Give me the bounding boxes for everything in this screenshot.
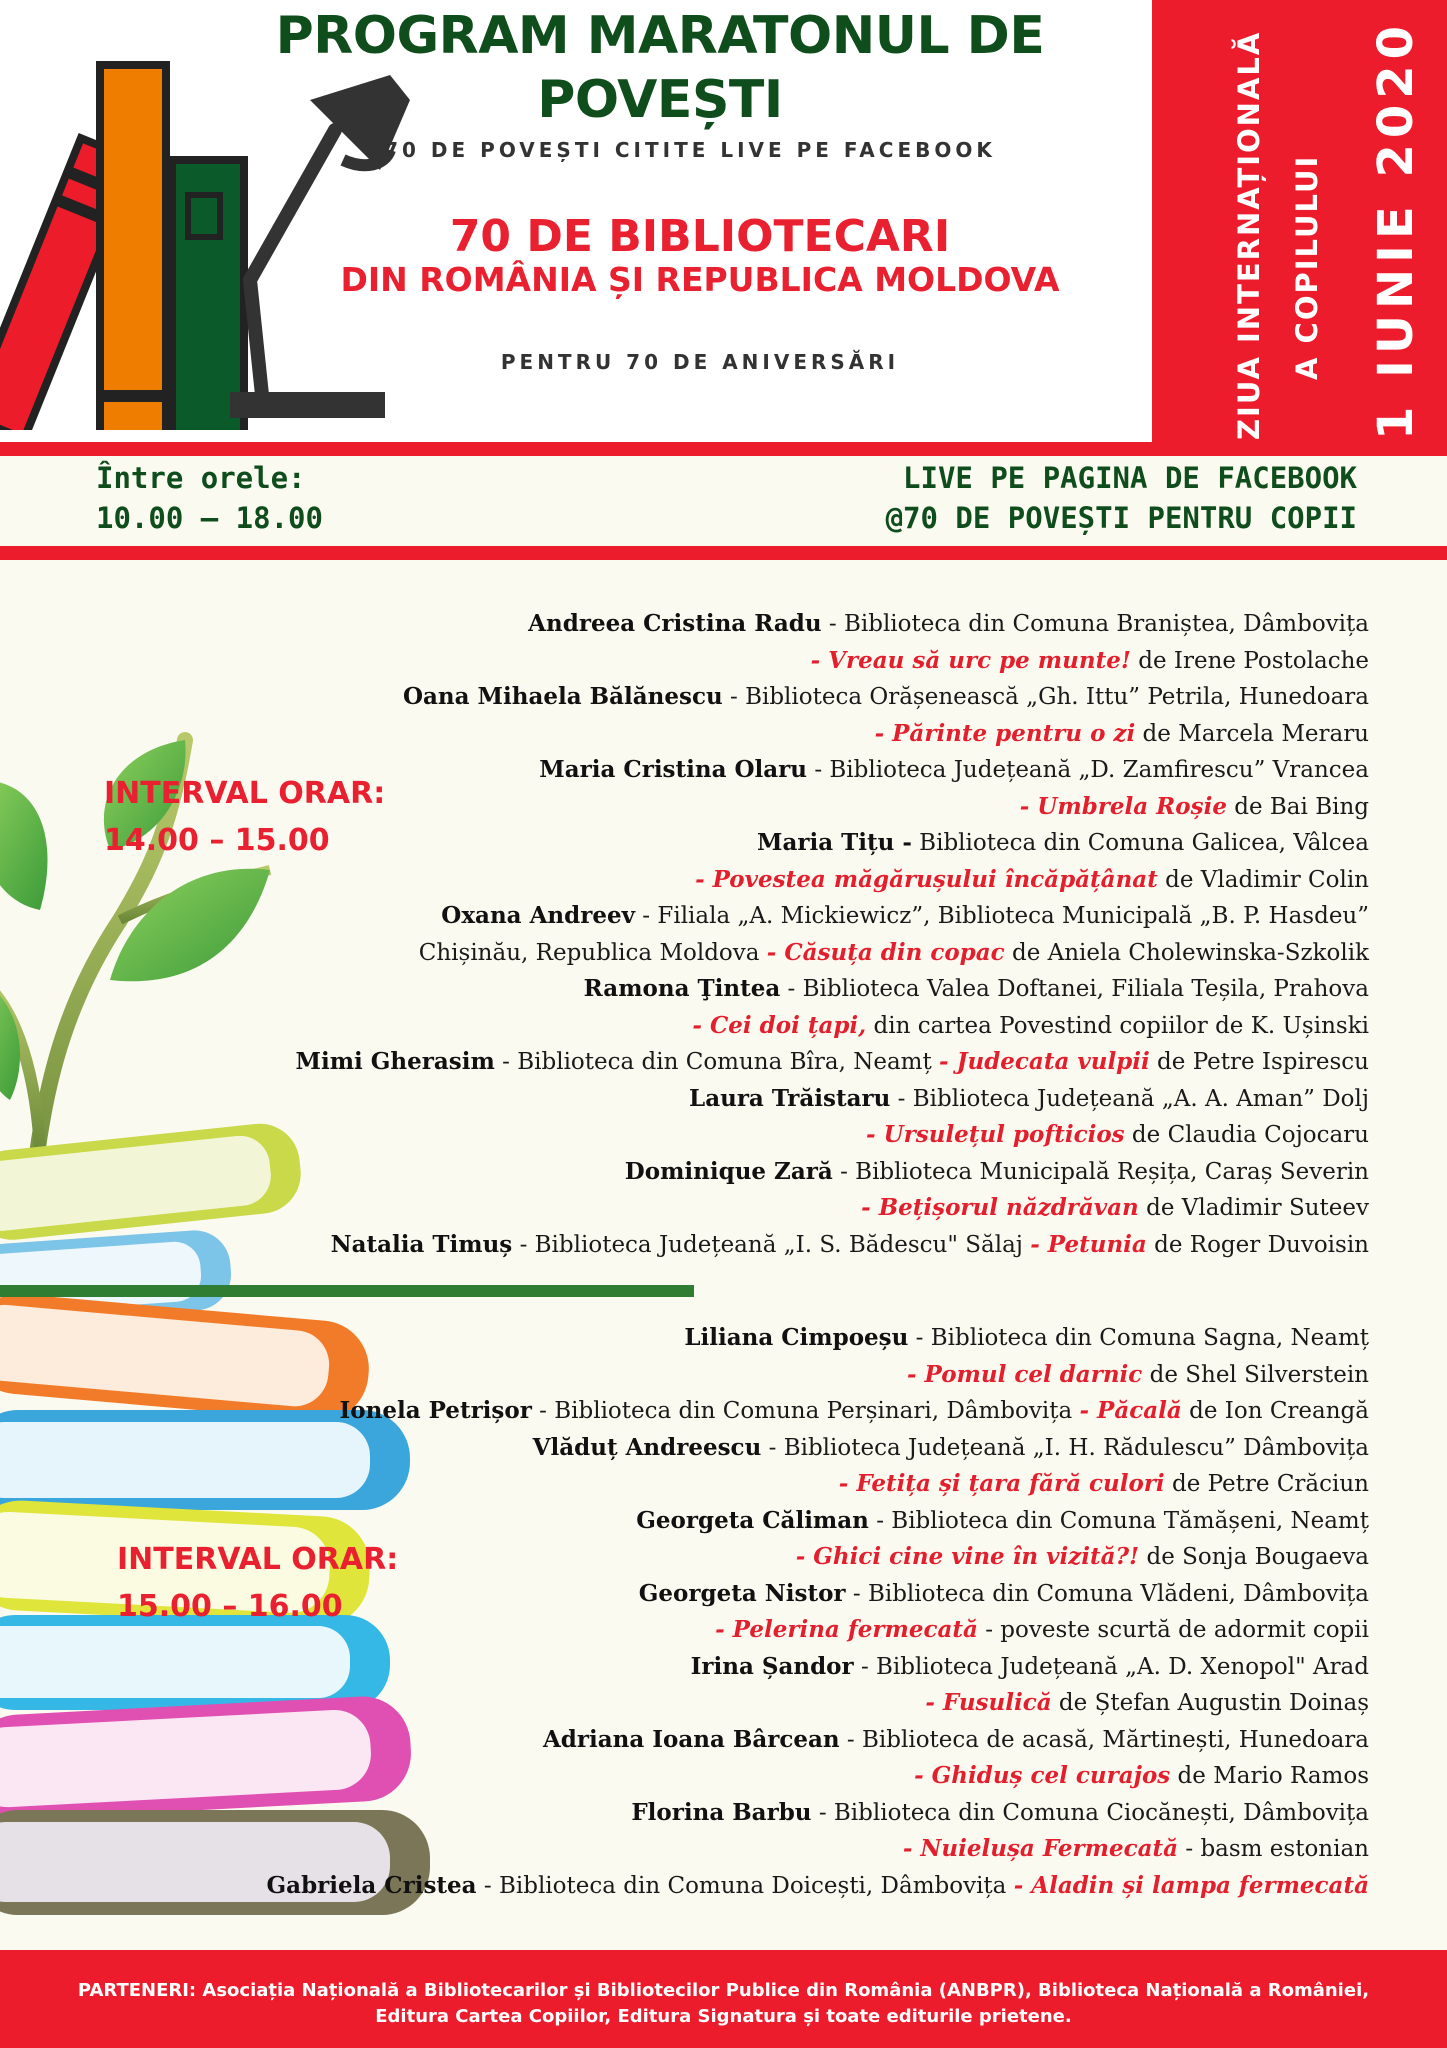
program-line <box>29 1227 1369 1264</box>
program-line <box>29 1320 1369 1357</box>
program-line <box>29 1831 1369 1868</box>
program-line <box>29 1154 1369 1191</box>
library-info: Chișinău, Republica Moldova <box>418 939 767 966</box>
library-info: Biblioteca din Comuna Galicea, Vâlcea <box>911 830 1369 856</box>
program-line <box>29 789 1369 826</box>
librarian-name: Adriana Ioana Bârcean <box>542 1725 840 1753</box>
library-info: - Biblioteca Județeană „I. S. Bădescu" Sălaj <box>512 1231 1031 1258</box>
library-info: - Biblioteca din Comuna Tămășeni, Neamț <box>868 1507 1369 1534</box>
program-line <box>29 971 1369 1008</box>
library-info: - poveste scurtă de adormit copii <box>977 1617 1369 1643</box>
divider-top <box>0 442 1447 456</box>
librarian-name: Maria Tițu - <box>756 829 912 856</box>
side-text-ziua: ZIUA INTERNAȚIONALĂ <box>1232 30 1266 440</box>
story-title: - Ursulețul pofticios <box>866 1121 1125 1148</box>
librarian-name: Oxana Andreev <box>441 902 635 929</box>
program-line <box>29 1357 1369 1394</box>
library-info: de Petre Ispirescu <box>1149 1049 1369 1075</box>
library-info: - Biblioteca din Comuna Perșinari, Dâmbovița <box>531 1398 1080 1424</box>
library-info: de Bai Bing <box>1226 793 1369 820</box>
story-title: - Umbrela Roșie <box>1019 792 1227 820</box>
library-info: de Roger Duvoisin <box>1146 1231 1369 1258</box>
librarian-name: Georgeta Căliman <box>636 1506 869 1534</box>
library-info: - Biblioteca Municipală Reșița, Caraș Severin <box>832 1158 1369 1185</box>
interval-1-time: 14.00 – 15.00 <box>104 823 330 858</box>
program-line <box>29 825 1369 862</box>
program-line <box>29 1044 1369 1081</box>
library-info: - Biblioteca Județeană „D. Zamfirescu” Vrancea <box>807 757 1369 783</box>
library-info: de Mario Ramos <box>1170 1763 1369 1789</box>
program-line <box>29 1466 1369 1503</box>
partners-line2: Editura Cartea Copiilor, Editura Signatura și toate editurile prietene. <box>375 2006 1072 2027</box>
live-block <box>886 458 1357 538</box>
poster-title: PROGRAM MARATONUL DE POVEȘTI <box>275 6 1045 130</box>
librarian-name: Dominique Zară <box>624 1157 833 1185</box>
program-line <box>29 606 1369 643</box>
librarian-name: Andreea Cristina Radu <box>528 610 822 637</box>
story-title: - Povestea măgărușului încăpățânat <box>695 865 1158 893</box>
library-info: de Ion Creangă <box>1181 1398 1369 1424</box>
subtitle-top: 70 DE POVEȘTI CITITE LIVE PE FACEBOOK <box>384 138 996 162</box>
library-info: de Irene Postolache <box>1130 647 1369 674</box>
librarian-name: Ramona Ţintea <box>583 975 781 1002</box>
library-info: - Biblioteca de acasă, Mărtinești, Hunedoara <box>839 1726 1369 1753</box>
story-title: - Ghici cine vine în vizită?! <box>795 1543 1140 1570</box>
story-title: - Petunia <box>1030 1230 1147 1258</box>
library-info: - Biblioteca din Comuna Vlădeni, Dâmbovița <box>845 1580 1369 1607</box>
program-line <box>29 1722 1369 1759</box>
program-line <box>29 1685 1369 1722</box>
program-line <box>29 862 1369 899</box>
program-line <box>29 1758 1369 1795</box>
session-divider <box>0 1285 694 1297</box>
program-line <box>29 935 1369 972</box>
story-title: - Aladin și lampa fermecată <box>1013 1871 1369 1899</box>
librarian-name: Oana Mihaela Bălănescu <box>402 683 723 710</box>
library-info: de Aniela Cholewinska-Szkolik <box>1004 939 1369 966</box>
story-title: - Nuielușa Fermecată <box>902 1835 1179 1862</box>
program-line <box>29 716 1369 753</box>
program-line <box>29 1539 1369 1576</box>
story-title: - Căsuța din copac <box>766 938 1005 966</box>
library-info: din cartea Povestind copiilor de K. Ușinski <box>866 1012 1369 1039</box>
library-info: - Biblioteca din Comuna Sagna, Neamț <box>908 1325 1369 1351</box>
program-line <box>29 1081 1369 1118</box>
side-text-copilului: A COPILULUI <box>1290 154 1324 380</box>
library-info: de Marcela Meraru <box>1135 720 1369 747</box>
librarian-name: Florina Barbu <box>631 1798 812 1826</box>
librarian-name: Georgeta Nistor <box>638 1579 846 1607</box>
facebook-page-handle: @70 DE POVEȘTI PENTRU COPII <box>885 501 1357 535</box>
session-2-list <box>29 1320 1369 1904</box>
librarian-name: Mimi Gherasim <box>295 1048 495 1075</box>
library-info: - Biblioteca Valea Doftanei, Filiala Teșila, Prahova <box>780 976 1369 1002</box>
library-info: de Sonja Bougaeva <box>1139 1544 1369 1570</box>
librarian-name: Vlăduț Andreescu <box>532 1433 762 1461</box>
hours-value: 10.00 – 18.00 <box>96 501 323 535</box>
program-line <box>29 643 1369 680</box>
library-info: - Biblioteca Orășenească „Gh. Ittu” Petrila, Hunedoara <box>722 684 1369 710</box>
story-title: - Judecata vulpii <box>939 1048 1150 1075</box>
story-title: - Pomul cel darnic <box>906 1360 1143 1388</box>
partners-line1: PARTENERI: Asociația Națională a Bibliotecarilor și Bibliotecilor Publice din România (ANBPR), Biblioteca Națională a României, <box>77 1980 1370 2001</box>
story-title: - Părinte pentru o zi <box>874 719 1136 747</box>
program-line <box>29 1612 1369 1649</box>
library-info: de Vladimir Colin <box>1157 866 1369 893</box>
story-title: - Pelerina fermecată <box>715 1616 978 1643</box>
partners-text <box>40 1978 1407 2030</box>
session-1-list <box>29 606 1369 1263</box>
story-title: - Vreau să urc pe munte! <box>810 646 1131 674</box>
story-title: - Păcală <box>1079 1397 1182 1424</box>
librarian-name: Irina Șandor <box>690 1652 854 1680</box>
program-line <box>29 1393 1369 1430</box>
library-info: - Biblioteca din Comuna Braniștea, Dâmbovița <box>821 611 1369 637</box>
library-info: - Biblioteca Județeană „A. D. Xenopol" Arad <box>853 1653 1369 1680</box>
program-line <box>29 1117 1369 1154</box>
program-line <box>29 1430 1369 1467</box>
interval-2-label: INTERVAL ORAR: <box>117 1542 399 1577</box>
program-line <box>29 752 1369 789</box>
librarian-name: Liliana Cimpoeșu <box>684 1324 909 1351</box>
librarian-name: Natalia Timuș <box>330 1230 513 1258</box>
program-line <box>29 898 1369 935</box>
library-info: de Vladimir Suteev <box>1138 1195 1369 1221</box>
library-info: - Filiala „A. Mickiewicz”, Biblioteca Municipală „B. P. Hasdeu” <box>634 903 1369 929</box>
program-line <box>29 1649 1369 1686</box>
subtitle-bottom: PENTRU 70 DE ANIVERSĂRI <box>500 350 900 374</box>
program-line <box>29 1576 1369 1613</box>
divider-bottom <box>0 546 1447 560</box>
live-line1: LIVE PE PAGINA DE FACEBOOK <box>903 461 1357 495</box>
library-info: de Ștefan Augustin Doinaș <box>1051 1690 1369 1716</box>
interval-2-time: 15.00 – 16.00 <box>117 1589 343 1624</box>
story-title: - Cei doi țapi, <box>692 1011 867 1039</box>
story-title: - Fetița și țara fără culori <box>838 1470 1165 1497</box>
librarian-name: Ionela Petrișor <box>339 1397 532 1424</box>
library-info: - basm estonian <box>1178 1836 1369 1862</box>
story-title: - Fusulică <box>925 1689 1052 1716</box>
program-line <box>29 1795 1369 1832</box>
interval-1-label: INTERVAL ORAR: <box>104 776 386 811</box>
program-line <box>29 1868 1369 1905</box>
story-title: - Ghiduș cel curajos <box>914 1762 1171 1789</box>
headline-line2: DIN ROMÂNIA ȘI REPUBLICA MOLDOVA <box>340 260 1060 299</box>
librarian-name: Gabriela Cristea <box>266 1871 477 1899</box>
library-info: de Claudia Cojocaru <box>1124 1122 1369 1148</box>
library-info: - Biblioteca din Comuna Ciocănești, Dâmbovița <box>811 1799 1369 1826</box>
program-line <box>29 679 1369 716</box>
library-info: - Biblioteca din Comuna Bîra, Neamț <box>494 1049 940 1075</box>
librarian-name: Maria Cristina Olaru <box>539 756 808 783</box>
library-info: - Biblioteca Județeană „I. H. Rădulescu” Dâmbovița <box>761 1434 1369 1461</box>
program-line <box>29 1190 1369 1227</box>
library-info: de Shel Silverstein <box>1142 1361 1369 1388</box>
hours-block <box>96 458 323 538</box>
librarian-name: Laura Trăistaru <box>689 1084 891 1112</box>
hours-label: Între orele: <box>96 461 306 495</box>
side-date: 1 IUNIE 2020 <box>1368 19 1424 440</box>
program-line <box>29 1503 1369 1540</box>
headline-line1: 70 DE BIBLIOTECARI <box>449 211 951 262</box>
library-info: - Biblioteca Județeană „A. A. Aman” Dolj <box>890 1085 1369 1112</box>
story-title: - Bețișorul năzdrăvan <box>861 1194 1139 1221</box>
program-line <box>29 1008 1369 1045</box>
library-info: - Biblioteca din Comuna Doicești, Dâmbovița <box>476 1872 1014 1899</box>
library-info: de Petre Crăciun <box>1164 1471 1369 1497</box>
